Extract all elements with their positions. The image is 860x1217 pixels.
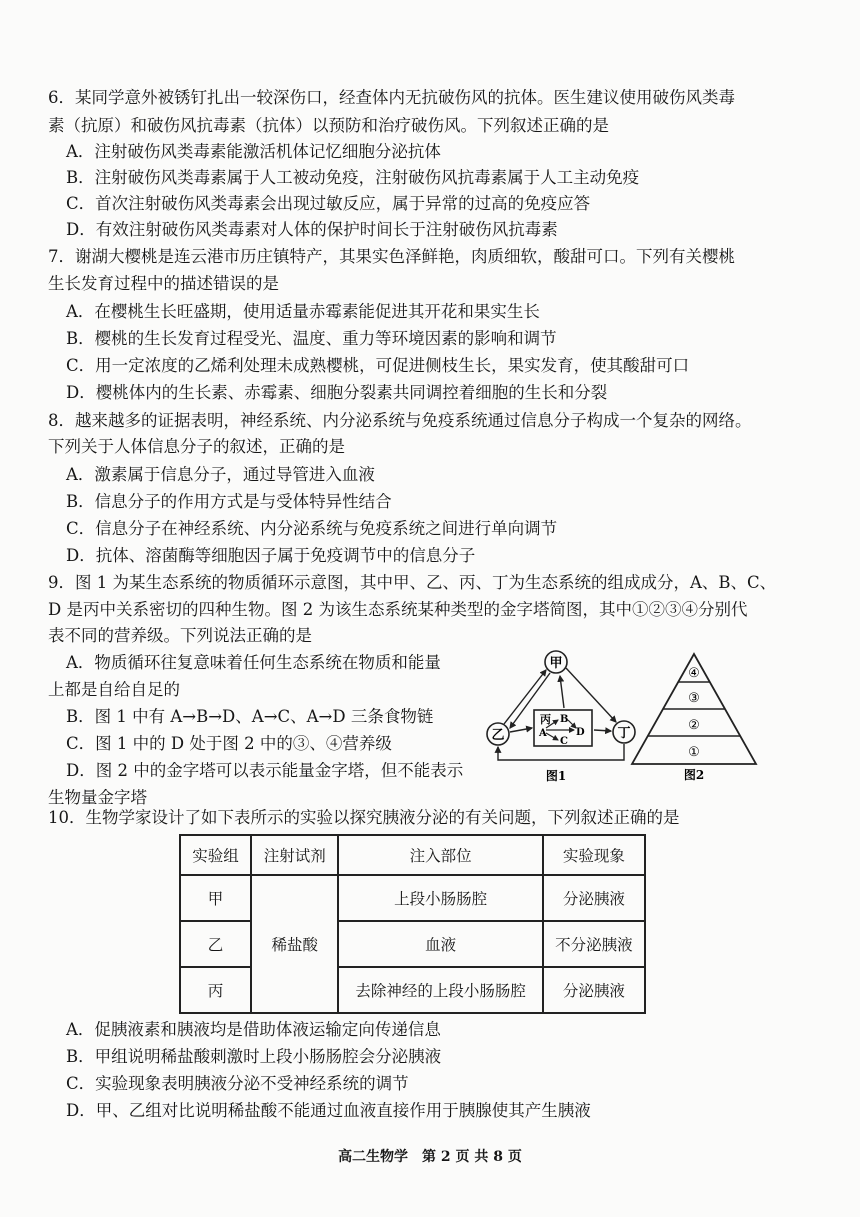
trophic-level-4: ④ [688,666,700,681]
organism-c-label: C [560,736,568,747]
arrow-yi-to-bing [510,728,532,732]
node-bing-label: 丙 [540,713,551,726]
q9-option-c: C．图 1 中的 D 处于图 2 中的③、④营养级 [66,734,392,753]
row-group-cell: 乙 [180,921,251,967]
arrow-bing-to-ding [594,730,611,731]
q9-stem-line3: 表不同的营养级。下列说法正确的是 [48,626,312,645]
row-site-cell: 上段小肠肠腔 [338,875,542,921]
q9-option-b: B．图 1 中有 A→B→D、A→C、A→D 三条食物链 [66,707,434,726]
page-footer: 高二生物学 第 2 页 共 8 页 [338,1149,522,1165]
q8-option-d: D．抗体、溶菌酶等细胞因子属于免疫调节中的信息分子 [66,546,476,565]
reagent-cell: 稀盐酸 [251,875,339,1013]
q7-option-d: D．樱桃体内的生长素、赤霉素、细胞分裂素共同调控着细胞的生长和分裂 [66,383,608,402]
trophic-level-3: ③ [688,691,700,706]
q9-stem-line2: D 是丙中关系密切的四种生物。图 2 为该生态系统某种类型的金字塔简图，其中①②③④分别代 [48,600,748,619]
table-row [180,921,645,967]
q10-option-a: A．促胰液素和胰液均是借助体液运输定向传递信息 [66,1020,441,1039]
header-group: 实验组 [180,835,251,875]
q6-option-c: C．首次注射破伤风类毒素会出现过敏反应，属于异常的过高的免疫应答 [66,194,591,213]
row-result-cell: 不分泌胰液 [543,921,645,967]
q10-option-b: B．甲组说明稀盐酸刺激时上段小肠肠腔会分泌胰液 [66,1047,442,1066]
q7-stem-line2: 生长发育过程中的描述错误的是 [48,274,279,293]
figure-1-caption: 图1 [545,769,567,783]
q8-stem-line2: 下列关于人体信息分子的叙述，正确的是 [48,437,345,456]
table-header-row [180,835,645,875]
row-result-cell: 分泌胰液 [543,967,645,1013]
q9-stem-line1: 9．图 1 为某生态系统的物质循环示意图，其中甲、乙、丙、丁为生态系统的组成成分，A、B、C、 [48,573,777,592]
trophic-level-1: ① [688,745,700,760]
q6-option-a: A．注射破伤风类毒素能激活机体记忆细胞分泌抗体 [66,142,441,161]
q6-option-d: D．有效注射破伤风类毒素对人体的保护时间长于注射破伤风抗毒素 [66,220,558,239]
q7-option-b: B．樱桃的生长发育过程受光、温度、重力等环境因素的影响和调节 [66,329,557,348]
organism-d-label: D [576,727,585,738]
header-result: 实验现象 [543,835,645,875]
row-site-cell: 去除神经的上段小肠肠腔 [338,967,542,1013]
q10-option-c: C．实验现象表明胰液分泌不受神经系统的调节 [66,1074,409,1093]
table-row [180,967,645,1013]
q9-option-d-line1: D．图 2 中的金字塔可以表示能量金字塔，但不能表示 [66,761,464,780]
q10-option-d: D．甲、乙组对比说明稀盐酸不能通过血液直接作用于胰腺使其产生胰液 [66,1101,591,1120]
q10-stem: 10．生物学家设计了如下表所示的实验以探究胰液分泌的有关问题，下列叙述正确的是 [48,808,680,827]
q8-option-b: B．信息分子的作用方式是与受体特异性结合 [66,492,392,511]
q8-option-a: A．激素属于信息分子，通过导管进入血液 [66,465,375,484]
organism-b-label: B [560,714,569,725]
organism-a-label: A [539,728,547,739]
node-yi-label: 乙 [491,728,505,743]
figure-2-caption: 图2 [683,768,705,782]
experiment-table [179,834,646,1014]
figure-2-pyramid [630,652,758,782]
q6-stem-line1: 6．某同学意外被锈钉扎出一较深伤口，经查体内无抗破伤风的抗体。医生建议使用破伤风类毒 [48,88,735,107]
row-site-cell: 血液 [338,921,542,967]
trophic-level-2: ② [688,718,700,733]
arrow-b-to-d [568,720,576,728]
q8-option-c: C．信息分子在神经系统、内分泌系统与免疫系统之间进行单向调节 [66,519,558,538]
row-group-cell: 丙 [180,967,251,1013]
q9-option-d-line2: 生物量金字塔 [48,788,147,807]
header-site: 注入部位 [338,835,542,875]
q6-stem-line2: 素（抗原）和破伤风抗毒素（抗体）以预防和治疗破伤风。下列叙述正确的是 [48,116,609,135]
q7-option-c: C．用一定浓度的乙烯利处理未成熟樱桃，可促进侧枝生长，果实发育，使其酸甜可口 [66,356,690,375]
table-row [180,875,645,921]
row-group-cell: 甲 [180,875,251,921]
arrow-jia-to-ding [566,668,616,722]
arrow-a-to-c [546,733,558,740]
q8-stem-line1: 8．越来越多的证据表明，神经系统、内分泌系统与免疫系统通过信息分子构成一个复杂的网络。 [48,411,752,430]
node-jia-label: 甲 [549,656,563,671]
q9-option-a-line1: A．物质循环往复意味着任何生态系统在物质和能量 [66,653,441,672]
q7-option-a: A．在樱桃生长旺盛期，使用适量赤霉素能促进其开花和果实生长 [66,302,540,321]
figure-1-material-cycle-diagram [484,648,640,784]
arrow-bing-to-jia [560,676,564,708]
q6-option-b: B．注射破伤风类毒素属于人工被动免疫，注射破伤风抗毒素属于人工主动免疫 [66,168,640,187]
header-reagent: 注射试剂 [251,835,339,875]
q9-option-a-line2: 上都是自给自足的 [48,680,180,699]
q7-stem-line1: 7．谢湖大樱桃是连云港市历庄镇特产，其果实色泽鲜艳，肉质细软，酸甜可口。下列有关樱桃 [48,247,735,266]
node-ding-label: 丁 [617,726,631,741]
row-result-cell: 分泌胰液 [543,875,645,921]
